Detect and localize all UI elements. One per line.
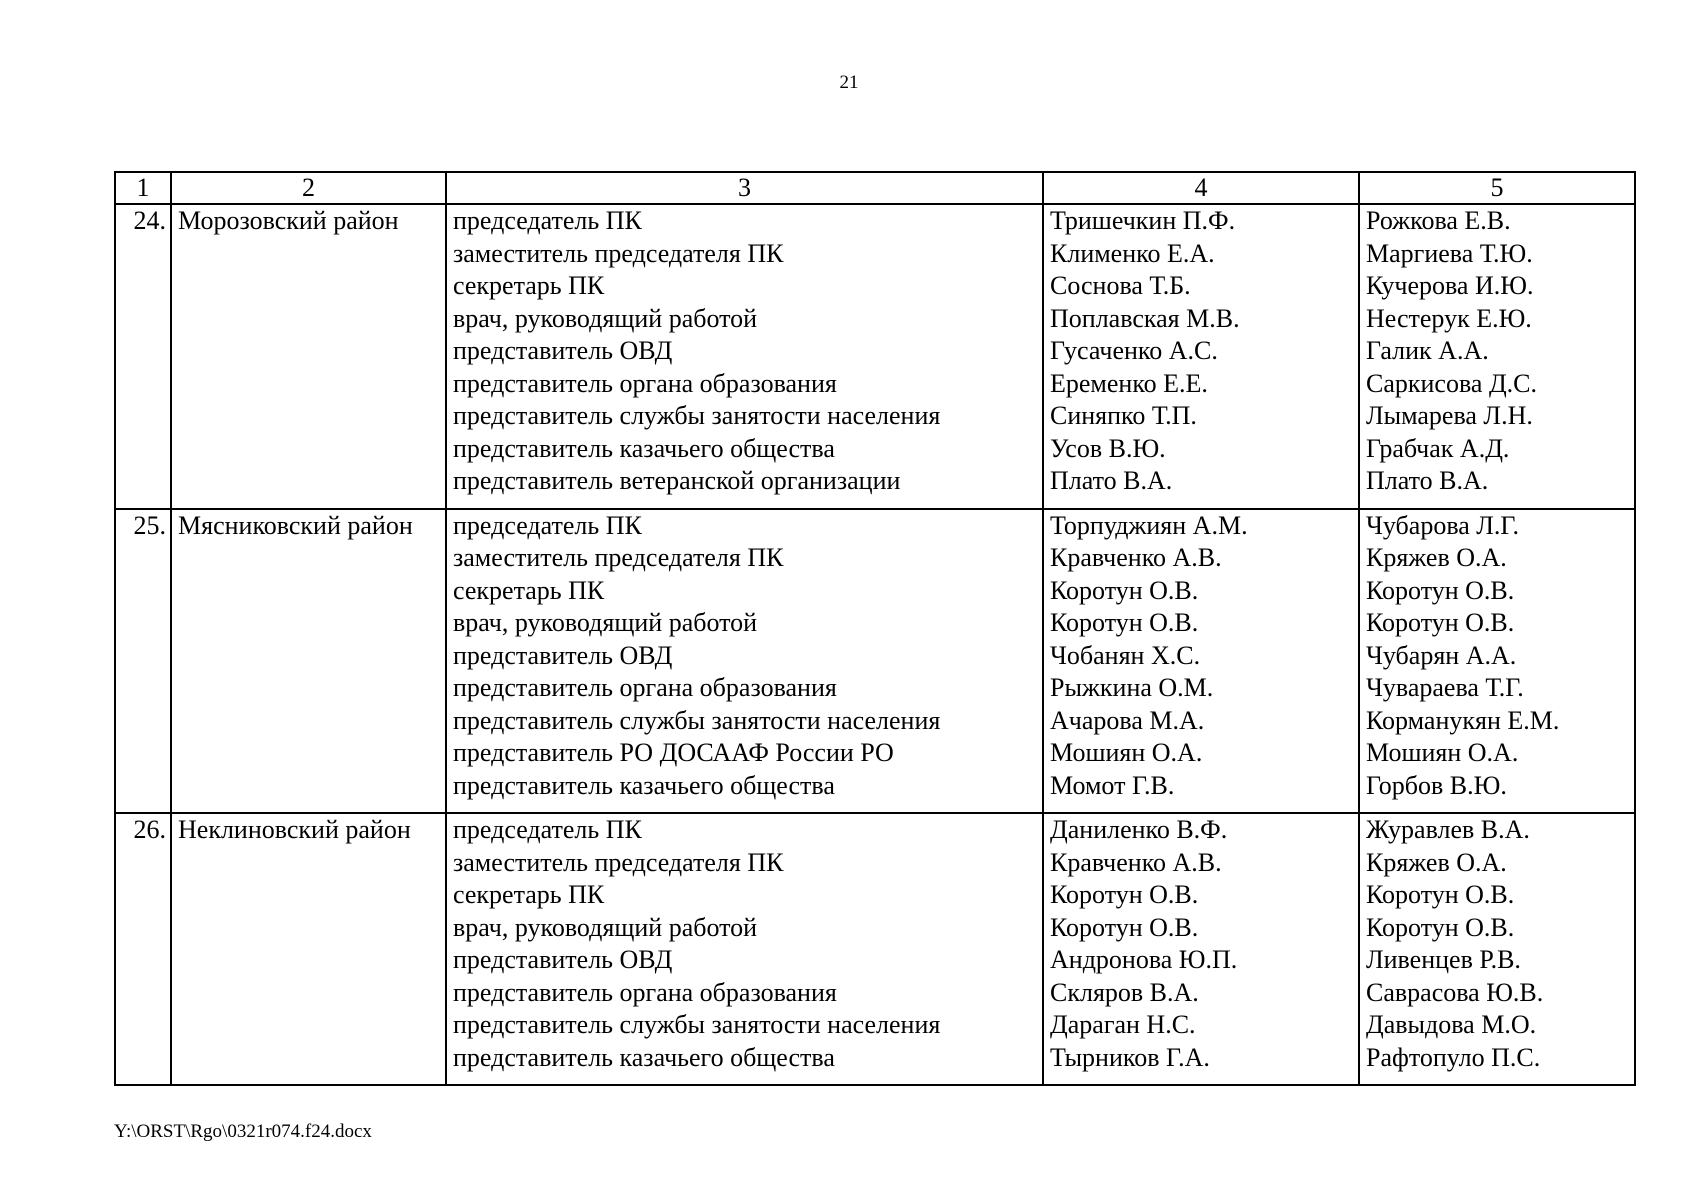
member-name: Чобанян Х.С. [1050, 640, 1201, 670]
position: представитель ОВД [453, 640, 673, 670]
column-header-3: 3 [446, 172, 1043, 204]
reserve-name: Коротун О.В. [1366, 912, 1515, 942]
member-name: Еременко Е.Е. [1050, 368, 1208, 398]
positions-cell [446, 813, 1043, 1085]
table-row [115, 509, 1635, 814]
member-name: Коротун О.В. [1050, 912, 1199, 942]
position: представитель казачьего общества [453, 433, 835, 463]
member-name: Даниленко В.Ф. [1050, 815, 1228, 844]
reserves-cell [1359, 509, 1635, 814]
member-name: Дараган Н.С. [1050, 1010, 1196, 1039]
members-cell [1043, 813, 1359, 1085]
position: представитель органа образования [453, 673, 837, 702]
position: заместитель председателя ПК [453, 238, 784, 268]
reserve-name: Плато В.А. [1366, 466, 1489, 495]
member-name: Торпуджиян А.М. [1050, 510, 1248, 540]
reserves-cell [1359, 204, 1635, 509]
district-name: Морозовский район [171, 204, 446, 509]
position: представитель казачьего общества [453, 1042, 835, 1072]
reserve-name: Коротун О.В. [1366, 608, 1515, 637]
reserve-name: Грабчак А.Д. [1366, 433, 1510, 463]
position: представитель органа образования [453, 977, 837, 1007]
reserve-name: Давыдова М.О. [1366, 1010, 1537, 1039]
position: представитель ОВД [453, 945, 673, 974]
reserve-name: Рожкова Е.В. [1366, 206, 1511, 235]
position: секретарь ПК [453, 271, 605, 300]
position: заместитель председателя ПК [453, 543, 784, 572]
position: председатель ПК [453, 206, 642, 235]
district-name: Неклиновский район [171, 813, 446, 1085]
member-name: Скляров В.А. [1050, 977, 1199, 1007]
position: представитель службы занятости населения [453, 705, 941, 735]
position: представитель службы занятости населения [453, 401, 941, 430]
page-number: 21 [839, 72, 859, 93]
member-name: Ачарова М.А. [1050, 705, 1205, 735]
row-number: 25. [115, 509, 171, 814]
reserve-name: Саврасова Ю.В. [1366, 977, 1544, 1007]
reserve-name: Маргиева Т.Ю. [1366, 238, 1533, 268]
positions-cell [446, 204, 1043, 509]
reserve-name: Лымарева Л.Н. [1366, 401, 1533, 430]
footer-file-path: Y:\ORST\Rgo\0321r074.f24.docx [114, 1121, 372, 1142]
position: представитель ветеранской организации [453, 466, 901, 495]
reserve-name: Саркисова Д.С. [1366, 368, 1538, 398]
member-name: Коротун О.В. [1050, 608, 1199, 637]
reserve-name: Рафтопуло П.С. [1366, 1042, 1541, 1072]
position: врач, руководящий работой [453, 303, 758, 333]
column-header-1: 1 [115, 172, 171, 204]
member-name: Поплавская М.В. [1050, 303, 1240, 333]
reserve-name: Галик А.А. [1366, 336, 1489, 365]
reserve-name: Коротун О.В. [1366, 880, 1515, 909]
member-name: Гусаченко А.С. [1050, 336, 1218, 365]
member-name: Тришечкин П.Ф. [1050, 206, 1236, 235]
position: представитель РО ДОСААФ России РО [453, 738, 894, 767]
row-number: 26. [115, 813, 171, 1085]
positions-cell [446, 509, 1043, 814]
reserve-name: Коротун О.В. [1366, 575, 1515, 605]
member-name: Тырников Г.А. [1050, 1042, 1210, 1072]
reserve-name: Горбов В.Ю. [1366, 770, 1507, 800]
member-name: Кравченко А.В. [1050, 543, 1222, 572]
reserves-cell [1359, 813, 1635, 1085]
members-cell [1043, 204, 1359, 509]
member-name: Коротун О.В. [1050, 880, 1199, 909]
header-row [115, 172, 1635, 204]
member-name: Плато В.А. [1050, 466, 1173, 495]
position: председатель ПК [453, 815, 642, 844]
member-name: Соснова Т.Б. [1050, 271, 1191, 300]
reserve-name: Корманукян Е.М. [1366, 705, 1560, 735]
member-name: Момот Г.В. [1050, 770, 1175, 800]
member-name: Клименко Е.А. [1050, 238, 1215, 268]
reserve-name: Мошиян О.А. [1366, 738, 1519, 767]
position: врач, руководящий работой [453, 912, 758, 942]
member-name: Рыжкина О.М. [1050, 673, 1214, 702]
position: секретарь ПК [453, 880, 605, 909]
position: представитель органа образования [453, 368, 837, 398]
reserve-name: Кучерова И.Ю. [1366, 271, 1534, 300]
reserve-name: Нестерук Е.Ю. [1366, 303, 1532, 333]
member-name: Кравченко А.В. [1050, 847, 1222, 877]
reserve-name: Кряжев О.А. [1366, 543, 1507, 572]
member-name: Коротун О.В. [1050, 575, 1199, 605]
table-row [115, 813, 1635, 1085]
reserve-name: Чубарова Л.Г. [1366, 510, 1520, 540]
member-name: Усов В.Ю. [1050, 433, 1166, 463]
row-number: 24. [115, 204, 171, 509]
members-cell [1043, 509, 1359, 814]
position: председатель ПК [453, 510, 642, 540]
position: представитель казачьего общества [453, 770, 835, 800]
member-name: Андронова Ю.П. [1050, 945, 1238, 974]
table-header [115, 172, 1635, 204]
column-header-2: 2 [171, 172, 446, 204]
reserve-name: Журавлев В.А. [1366, 815, 1530, 844]
reserve-name: Ливенцев Р.В. [1366, 945, 1521, 974]
table-body [115, 204, 1635, 1085]
reserve-name: Кряжев О.А. [1366, 847, 1507, 877]
reserve-name: Чубарян А.А. [1366, 640, 1517, 670]
position: секретарь ПК [453, 575, 605, 605]
commission-table [114, 171, 1636, 1086]
position: представитель службы занятости населения [453, 1010, 941, 1039]
position: представитель ОВД [453, 336, 673, 365]
reserve-name: Чувараева Т.Г. [1366, 673, 1524, 702]
member-name: Мошиян О.А. [1050, 738, 1203, 767]
column-header-5: 5 [1359, 172, 1635, 204]
table-row [115, 204, 1635, 509]
position: заместитель председателя ПК [453, 847, 784, 877]
member-name: Синяпко Т.П. [1050, 401, 1197, 430]
position: врач, руководящий работой [453, 608, 758, 637]
district-name: Мясниковский район [171, 509, 446, 814]
column-header-4: 4 [1043, 172, 1359, 204]
